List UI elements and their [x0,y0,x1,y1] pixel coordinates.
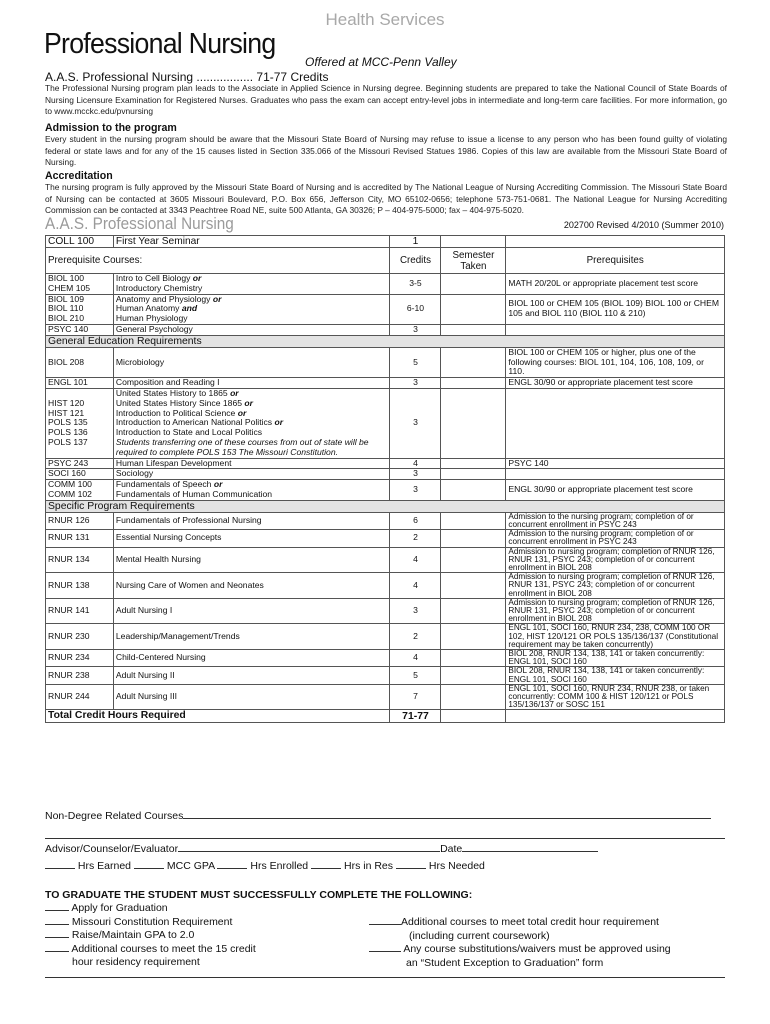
cell-line: BIOL 210 [48,313,84,324]
prerequisite-cell: PSYC 140 [506,458,725,469]
prerequisite-cell [506,236,725,248]
course-name: United States History to 1865 or [115,387,239,398]
header-credits: Credits [390,248,441,274]
prerequisite-cell: MATH 20/20L or appropriate placement test score [506,274,725,295]
course-name: General Psychology [115,323,193,334]
semester-taken-cell [441,324,506,335]
course-code [46,480,114,501]
course-code: RNUR 244 [46,684,114,710]
cell-line: BIOL 208 [48,356,84,367]
course-name: Fundamentals of Speech or [115,479,223,490]
table-row [46,649,725,666]
hrs-earned-label: Hrs Earned [77,860,132,872]
degree-credits-line: A.A.S. Professional Nursing ................. 71-77 Credits [45,70,329,84]
semester-taken-cell [441,469,506,480]
cell-line: COMM 102 [48,488,92,499]
campus-offered: Offered at MCC-Penn Valley [305,55,457,69]
course-code: RNUR 234 [46,649,114,666]
course-title: Leadership/Management/Trends [113,624,390,650]
advisor-label: Advisor/Counselor/Evaluator [45,843,179,855]
course-name: United States History Since 1865 or [115,397,253,408]
course-code [46,324,114,335]
accreditation-heading: Accreditation [45,170,113,182]
grad-checkbox[interactable] [45,937,69,938]
semester-taken-cell [441,378,506,389]
prerequisite-cell [506,710,725,723]
intro-paragraph: The Professional Nursing program plan leads to the Associate in Applied Science in Nursing degree. Beginning students are prepared to take the National Council of State Boards of Nursing Licensure Examination for Registered Nurses. Graduates who pass the exam can accept entry-level jobs in intermediate and long-term care facilities. For more information, go to www.mcckc.edu/pvnursing [45,83,727,117]
hrs-enrolled-field[interactable] [217,868,247,869]
course-name: Intro to Cell Biology or [115,273,202,283]
cell-line: POLS 135 [48,417,88,428]
prerequisite-cell: ENGL 30/90 or appropriate placement test score [506,480,725,501]
semester-taken-cell [441,573,506,599]
conjunction: or [237,407,247,418]
grad-item-label: Raise/Maintain GPA to 2.0 [71,929,195,942]
date-label: Date [440,843,463,855]
grad-item-label: Additional courses to meet total credit hour requirement [401,916,659,928]
course-name: Fundamentals of Human Communication [115,488,273,499]
conjunction: and [181,303,198,314]
mcc-gpa-label: MCC GPA [166,860,215,872]
course-credits: 4 [390,458,441,469]
course-credits: 2 [390,624,441,650]
course-credits: 7 [390,684,441,710]
table-row [46,667,725,684]
course-name: Introduction to American National Politics or [115,417,284,428]
hrs-in-res-label: Hrs in Res [344,860,394,872]
course-code: RNUR 131 [46,530,114,547]
course-title [113,480,390,501]
hrs-in-res-field[interactable] [311,868,341,869]
course-title: Child-Centered Nursing [113,649,390,666]
cell-line: BIOL 100 [48,273,84,283]
grad-item [45,943,256,957]
cell-line: HIST 120 [48,397,85,408]
prerequisite-cell: Admission to the nursing program; completion of or concurrent enrollment in PSYC 243 [506,530,725,547]
table-row [46,547,725,573]
conjunction: or [212,293,222,304]
hrs-needed-label: Hrs Needed [428,860,485,872]
table-row [46,469,725,480]
grad-checkbox[interactable] [369,924,401,925]
header-prereq-courses: Prerequisite Courses: [46,248,390,274]
grad-item [45,929,256,943]
gen-ed-section-label: General Education Requirements [46,335,725,347]
total-row [46,710,725,723]
course-code: RNUR 134 [46,547,114,573]
grad-item [45,916,256,930]
table-row [46,347,725,377]
table-row [46,236,725,248]
cell-line: PSYC 140 [48,323,89,334]
semester-taken-cell [441,294,506,324]
header-prerequisites: Prerequisites [506,248,725,274]
cell-line: POLS 137 [48,436,88,447]
grad-item [369,916,671,930]
prerequisite-cell: ENGL 101, SOCI 160, RNUR 234, 238, COMM 100 OR 102, HIST 120/121 OR POLS 135/136/137 (Constitutional requirement may be taken concurrently) [506,624,725,650]
course-credits: 4 [390,573,441,599]
bottom-divider [45,977,725,978]
course-title: Fundamentals of Professional Nursing [113,512,390,529]
conjunction: or [244,397,253,408]
table-row [46,573,725,599]
course-name: Human Anatomy and [115,303,198,314]
course-title: Adult Nursing I [113,598,390,624]
prerequisite-cell [506,324,725,335]
revision-label: 202700 Revised 4/2010 (Summer 2010) [563,220,724,230]
semester-taken-cell [441,388,506,458]
table-row [46,378,725,389]
course-code: RNUR 138 [46,573,114,599]
grad-checkbox[interactable] [45,951,69,952]
course-credits: 4 [390,547,441,573]
cell-line: COMM 100 [48,479,92,490]
course-credits: 3 [390,480,441,501]
semester-taken-cell [441,649,506,666]
course-credits: 3 [390,324,441,335]
conjunction: or [192,273,202,283]
course-code: COLL 100 [46,236,114,248]
semester-taken-cell [441,347,506,377]
prerequisite-cell: BIOL 208, RNUR 134, 138, 141 or taken concurrently: ENGL 101, SOCI 160 [506,649,725,666]
non-degree-field[interactable] [183,818,711,819]
cell-line: BIOL 109 [48,293,84,304]
grad-item [369,943,671,957]
course-title [113,469,390,480]
prerequisite-cell: Admission to the nursing program; completion of or concurrent enrollment in PSYC 243 [506,512,725,529]
course-name: Introductory Chemistry [115,282,203,293]
grad-item-label: Additional courses to meet the 15 credit [71,942,256,955]
table-row [46,458,725,469]
page-title: Professional Nursing [44,28,276,60]
grad-item-continued: an “Student Exception to Graduation” form [406,956,604,969]
course-name: Introduction to State and Local Politics [115,427,263,438]
non-degree-line [45,810,711,822]
table-row [46,388,725,458]
grad-item-label: Apply for Graduation [71,902,168,914]
course-credits: 3-5 [390,274,441,295]
course-name: Introduction to Political Science or [115,407,247,418]
course-credits: 2 [390,530,441,547]
course-title: First Year Seminar [113,236,390,248]
hours-line [45,860,485,872]
table-row [46,684,725,710]
course-title: Mental Health Nursing [113,547,390,573]
grad-item-label: Missouri Constitution Requirement [71,915,233,928]
course-credits: 1 [390,236,441,248]
course-title [113,347,390,377]
admission-heading: Admission to the program [45,122,177,134]
course-title [113,274,390,295]
prerequisite-cell: BIOL 208, RNUR 134, 138, 141 or taken concurrently: ENGL 101, SOCI 160 [506,667,725,684]
course-code: RNUR 141 [46,598,114,624]
graduation-right-list [369,916,671,970]
hrs-earned-field[interactable] [45,868,75,869]
cell-line: SOCI 160 [48,468,86,479]
department-label: Health Services [325,10,445,29]
grad-checkbox[interactable] [45,924,69,925]
course-credits: 6 [390,512,441,529]
prerequisite-cell: BIOL 100 or CHEM 105 (BIOL 109) BIOL 100 or CHEM 105 and BIOL 110 (BIOL 110 & 210) [506,294,725,324]
semester-taken-cell [441,274,506,295]
course-code [46,294,114,324]
header-semester-taken: Semester Taken [441,248,506,274]
course-credits: 3 [390,598,441,624]
cell-line: POLS 136 [48,427,88,438]
gen-ed-section [46,335,725,347]
semester-taken-cell [441,512,506,529]
non-degree-label: Non-Degree Related Courses [45,810,184,822]
prerequisite-cell: Admission to nursing program; completion of RNUR 126, RNUR 131, PSYC 243; completion of or concurrent enrollment in BIOL 208 [506,547,725,573]
course-title: Adult Nursing III [113,684,390,710]
grad-checkbox[interactable] [45,910,69,911]
course-code: RNUR 230 [46,624,114,650]
total-label: Total Credit Hours Required [46,710,390,723]
prerequisite-cell: Admission to nursing program; completion of RNUR 126, RNUR 131, PSYC 243; completion of or concurrent enrollment in BIOL 208 [506,598,725,624]
semester-taken-cell [441,684,506,710]
cell-line: PSYC 243 [48,457,89,468]
prerequisite-cell [506,469,725,480]
course-name: Human Physiology [115,313,188,324]
course-note: Students transferring one of these courses from out of state will be required to complete POLS 153 The Missouri Constitution. [115,436,369,457]
cell-line: CHEM 105 [48,282,91,293]
semester-taken-cell [441,458,506,469]
course-credits: 6-10 [390,294,441,324]
course-title: Essential Nursing Concepts [113,530,390,547]
course-credits: 5 [390,347,441,377]
course-title [113,458,390,469]
advisor-line [45,843,598,855]
table-header-row [46,248,725,274]
course-code: RNUR 238 [46,667,114,684]
semester-taken-cell [441,667,506,684]
course-name: Sociology [115,468,154,479]
hrs-enrolled-label: Hrs Enrolled [250,860,309,872]
course-credits: 5 [390,667,441,684]
accreditation-paragraph: The nursing program is fully approved by the Missouri State Board of Nursing and is accredited by The National League of Nursing Accrediting Commission. The Missouri State Board of Nursing can be contacted at 3605 Missouri Boulevard, P.O. Box 656, Jefferson City, MO 65102-0656; telephone 573-751-0681. The National League for Nursing Accrediting Commission can be contacted at 3343 Peachtree Road NE, suite 500 Atlanta, GA 30326; P – 404-975-5000; fax – 404-975-5020. [45,182,727,216]
semester-taken-cell [441,547,506,573]
semester-taken-cell [441,624,506,650]
conjunction: or [274,417,284,428]
course-code [46,469,114,480]
table-row [46,598,725,624]
graduation-heading: TO GRADUATE THE STUDENT MUST SUCCESSFULLY COMPLETE THE FOLLOWING: [45,889,473,901]
semester-taken-cell [441,236,506,248]
total-credits: 71-77 [390,710,441,723]
semester-taken-cell [441,530,506,547]
conjunction: or [213,479,223,490]
conjunction: or [230,387,239,398]
grad-item [45,902,256,916]
cell-line: ENGL 101 [48,377,88,388]
prerequisite-cell [506,388,725,458]
course-title: Adult Nursing II [113,667,390,684]
date-field[interactable] [462,851,598,852]
course-name: Human Lifespan Development [115,457,232,468]
course-requirements-table [45,235,725,723]
grad-item-continued: hour residency requirement [72,956,200,969]
course-credits: 4 [390,649,441,666]
course-code [46,274,114,295]
course-code [46,388,114,458]
graduation-left-list [45,902,256,970]
table-row [46,624,725,650]
course-title [113,324,390,335]
mcc-gpa-field[interactable] [134,868,164,869]
plan-title: A.A.S. Professional Nursing [45,214,234,233]
course-code [46,347,114,377]
course-code [46,458,114,469]
course-credits: 3 [390,378,441,389]
grad-item-continued: (including current coursework) [409,929,550,942]
cell-line: BIOL 110 [48,303,84,314]
prerequisite-cell: ENGL 30/90 or appropriate placement test score [506,378,725,389]
course-title [113,388,390,458]
cell-line: HIST 121 [48,407,85,418]
table-row [46,512,725,529]
course-title [113,378,390,389]
advisor-field[interactable] [178,851,440,852]
table-row [46,530,725,547]
grad-item-label: Any course substitutions/waivers must be approved using [403,943,671,956]
semester-taken-cell [441,480,506,501]
hrs-needed-field[interactable] [396,868,426,869]
table-row [46,324,725,335]
semester-taken-cell [441,710,506,723]
course-name: Microbiology [115,356,165,367]
course-name: Composition and Reading I [115,377,220,388]
course-credits: 3 [390,388,441,458]
course-name: Anatomy and Physiology or [115,293,222,304]
prerequisite-cell: BIOL 100 or CHEM 105 or higher, plus one of the following courses: BIOL 101, 104, 106, 108, 109, or 110. [506,347,725,377]
table-row [46,480,725,501]
course-title: Nursing Care of Women and Neonates [113,573,390,599]
prerequisite-cell: Admission to nursing program; completion of RNUR 126, RNUR 131, PSYC 243; completion of or concurrent enrollment in BIOL 208 [506,573,725,599]
course-title [113,294,390,324]
course-code [46,378,114,389]
program-section [46,500,725,512]
course-code: RNUR 126 [46,512,114,529]
table-row [46,294,725,324]
grad-checkbox[interactable] [369,951,401,952]
semester-taken-cell [441,598,506,624]
divider [45,838,725,839]
course-credits: 3 [390,469,441,480]
prerequisite-cell: ENGL 101, SOCI 160, RNUR 234, RNUR 238, or taken concurrently: COMM 100 & HIST 120/121 or POLS 135/136/137 or SOSC 151 [506,684,725,710]
program-section-label: Specific Program Requirements [46,500,725,512]
admission-paragraph: Every student in the nursing program should be aware that the Missouri State Board of Nursing may refuse to issue a license to any person who has been found guilty of violating federal or state laws and for any of the 15 causes listed in Section 335.066 of the Missouri Revised Statues 1986. Copies of this law are available from the Missouri State Board of Nursing. [45,134,727,168]
table-row [46,274,725,295]
